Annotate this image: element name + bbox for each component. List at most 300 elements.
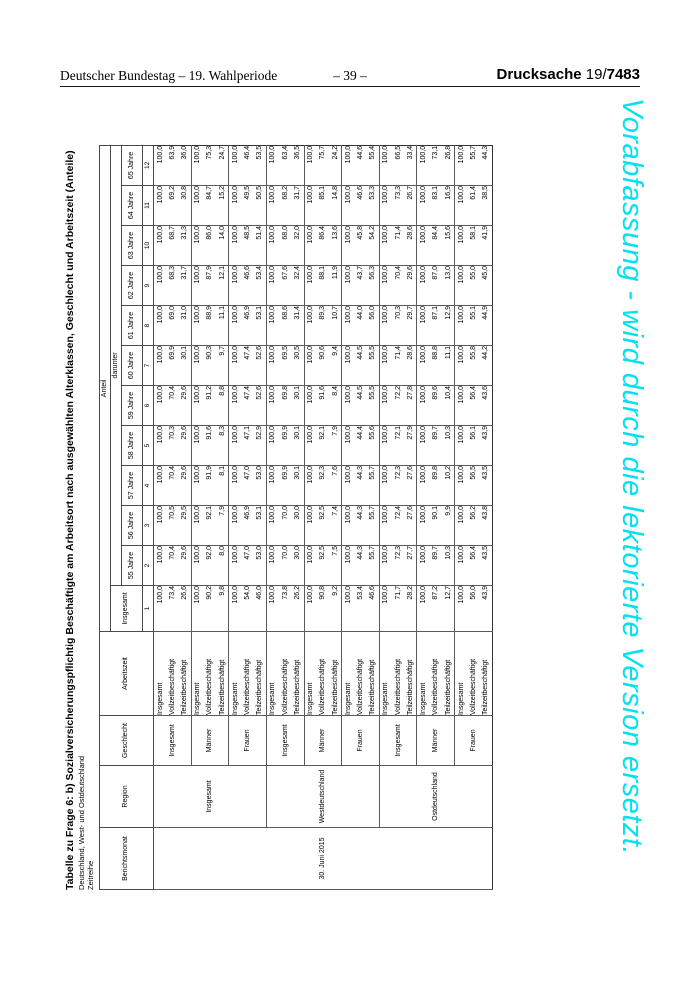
table-cell: 100,0 <box>417 346 430 386</box>
table-cell: 70,0 <box>279 546 292 586</box>
table-cell: 26,6 <box>179 586 192 632</box>
table-cell: 100,0 <box>266 266 279 306</box>
table-cell: 55,7 <box>367 546 380 586</box>
table-cell: 12,9 <box>442 306 455 346</box>
table-cell: 55,4 <box>367 145 380 185</box>
table-cell: 56,2 <box>467 506 480 546</box>
table-cell: 100,0 <box>154 306 167 346</box>
table-cell: 90,1 <box>430 506 443 546</box>
table-cell: 100,0 <box>455 186 468 226</box>
table-cell: 30,0 <box>292 546 305 586</box>
table-cell: 55,7 <box>367 506 380 546</box>
table-cell: 100,0 <box>266 386 279 426</box>
table-cell: 69,5 <box>279 346 292 386</box>
table-cell: 44,0 <box>354 306 367 346</box>
table-cell: 48,5 <box>241 226 254 266</box>
table-cell: darunter <box>111 145 122 585</box>
table-cell: 9,2 <box>329 586 342 632</box>
table-cell: 100,0 <box>342 186 355 226</box>
table-cell: 100,0 <box>342 386 355 426</box>
table-cell: 65 Jahre <box>122 145 143 185</box>
table-cell: 100,0 <box>229 226 242 266</box>
table-cell: 30,8 <box>179 186 192 226</box>
table-cell: Region <box>100 766 154 828</box>
table-cell: 91,9 <box>204 466 217 506</box>
table-cell: 73,4 <box>166 586 179 632</box>
table-cell: 70,4 <box>166 386 179 426</box>
table-cell: Insgesamt <box>266 716 304 766</box>
table-cell: 100,0 <box>379 466 392 506</box>
table-cell: 100,0 <box>379 226 392 266</box>
table-cell: 100,0 <box>229 266 242 306</box>
table-cell: Frauen <box>342 716 380 766</box>
table-cell: Teilzeitbeschäftigt <box>367 632 380 716</box>
table-cell: 46,9 <box>241 506 254 546</box>
table-cell: 89,3 <box>317 306 330 346</box>
table-cell: 100,0 <box>304 145 317 185</box>
table-cell: Berichtsmonat <box>100 828 154 890</box>
table-cell: 44,3 <box>354 506 367 546</box>
table-cell: 56,0 <box>367 306 380 346</box>
table-cell: 100,0 <box>304 426 317 466</box>
drucksache-volume: 19/ <box>581 66 607 83</box>
table-cell: 47,4 <box>241 346 254 386</box>
table-row <box>379 145 392 889</box>
table-cell: 90,8 <box>317 586 330 632</box>
table-cell: 9,4 <box>329 346 342 386</box>
table-cell: 100,0 <box>154 226 167 266</box>
table-cell: Insgesamt <box>229 632 242 716</box>
table-cell: 29,7 <box>404 306 417 346</box>
table-cell: 100,0 <box>379 586 392 632</box>
table-cell: 31,7 <box>179 266 192 306</box>
table-cell: 2 <box>143 546 154 586</box>
table-cell: 85,1 <box>317 186 330 226</box>
table-cell: 52,9 <box>254 426 267 466</box>
table-cell: 87,9 <box>204 266 217 306</box>
table-cell: 28,6 <box>404 226 417 266</box>
table-cell: 47,1 <box>241 426 254 466</box>
table-cell: 55,0 <box>467 266 480 306</box>
table-cell: 44,5 <box>354 346 367 386</box>
table-cell: 38,5 <box>480 186 493 226</box>
table-cell: 100,0 <box>455 466 468 506</box>
table-cell: 36,0 <box>179 145 192 185</box>
table-cell: 100,0 <box>304 506 317 546</box>
table-cell: 100,0 <box>342 466 355 506</box>
table-cell: 56,0 <box>467 586 480 632</box>
table-cell: 100,0 <box>304 386 317 426</box>
table-cell: Teilzeitbeschäftigt <box>292 632 305 716</box>
table-cell: 100,0 <box>417 386 430 426</box>
table-cell: 59 Jahre <box>122 386 143 426</box>
table-cell: 53,5 <box>254 145 267 185</box>
table-cell: 100,0 <box>266 186 279 226</box>
table-cell: 53,0 <box>254 466 267 506</box>
table-cell: 9,8 <box>216 586 229 632</box>
table-cell: 92,5 <box>317 506 330 546</box>
table-cell: 47,4 <box>241 386 254 426</box>
table-cell: 100,0 <box>417 266 430 306</box>
table-cell: 7,4 <box>329 506 342 546</box>
table-cell: 56,5 <box>467 466 480 506</box>
table-cell: 100,0 <box>191 226 204 266</box>
table-cell: 100,0 <box>229 586 242 632</box>
table-cell: 64 Jahre <box>122 186 143 226</box>
table-cell: 100,0 <box>379 506 392 546</box>
table-cell: 100,0 <box>191 586 204 632</box>
table-cell: 44,3 <box>480 145 493 185</box>
table-cell: 100,0 <box>342 586 355 632</box>
table-cell: 100,0 <box>229 186 242 226</box>
table-cell: 56,1 <box>467 426 480 466</box>
table-cell: 100,0 <box>342 346 355 386</box>
table-cell: 89,6 <box>430 386 443 426</box>
table-cell: 31,0 <box>179 306 192 346</box>
table-subtitle: Deutschland, West- und Ostdeutschland <box>77 755 86 890</box>
table-cell: 100,0 <box>417 226 430 266</box>
table-cell: 91,6 <box>204 426 217 466</box>
table-cell: 88,8 <box>430 346 443 386</box>
table-cell: Anteil <box>100 145 111 631</box>
table-cell: 100,0 <box>304 226 317 266</box>
table-cell: Vollzeitbeschäftigt <box>204 632 217 716</box>
table-cell: 100,0 <box>266 506 279 546</box>
table-cell: 27,8 <box>404 386 417 426</box>
table-cell: 100,0 <box>266 426 279 466</box>
table-cell: 63,9 <box>166 145 179 185</box>
rotated-table-content <box>64 116 488 890</box>
table-cell: 8,3 <box>216 426 229 466</box>
table-cell: 30,0 <box>292 506 305 546</box>
table-cell: 100,0 <box>229 306 242 346</box>
table-cell: 100,0 <box>154 346 167 386</box>
table-cell: 30,1 <box>292 386 305 426</box>
table-cell: 100,0 <box>342 426 355 466</box>
table-cell: 63,4 <box>279 145 292 185</box>
table-cell: 60 Jahre <box>122 346 143 386</box>
table-cell: 91,2 <box>204 386 217 426</box>
table-cell: 87,0 <box>430 266 443 306</box>
table-cell: 31,3 <box>179 226 192 266</box>
table-cell: 31,4 <box>292 306 305 346</box>
table-cell: 89,8 <box>430 466 443 506</box>
table-cell: 100,0 <box>304 546 317 586</box>
table-series-note: Zeitreihe <box>86 860 95 890</box>
table-cell: 100,0 <box>417 145 430 185</box>
table-cell: 12,1 <box>216 266 229 306</box>
table-cell: 8 <box>143 306 154 346</box>
table-cell: 29,5 <box>179 506 192 546</box>
table-cell: Vollzeitbeschäftigt <box>279 632 292 716</box>
table-cell: 9,9 <box>442 506 455 546</box>
table-cell: 26,2 <box>292 586 305 632</box>
table-cell: 100,0 <box>154 266 167 306</box>
table-cell: Vollzeitbeschäftigt <box>241 632 254 716</box>
table-cell: 100,0 <box>379 186 392 226</box>
table-cell: 7 <box>143 346 154 386</box>
table-cell: 47,0 <box>241 546 254 586</box>
table-cell: 75,7 <box>317 145 330 185</box>
table-cell: 44,9 <box>480 306 493 346</box>
watermark-text: Vorabfassung - wird durch die lektorierte Version ersetzt. <box>616 98 648 856</box>
table-cell: 28,6 <box>404 346 417 386</box>
table-cell: 100,0 <box>191 546 204 586</box>
table-cell: 53,4 <box>254 266 267 306</box>
table-cell: Vollzeitbeschäftigt <box>354 632 367 716</box>
table-cell: Insgesamt <box>266 632 279 716</box>
table-cell: 72,1 <box>392 426 405 466</box>
table-cell: 27,9 <box>404 426 417 466</box>
table-cell: 62 Jahre <box>122 266 143 306</box>
table-cell: 100,0 <box>191 506 204 546</box>
table-cell: 100,0 <box>191 145 204 185</box>
table-cell: 72,3 <box>392 466 405 506</box>
table-cell: 55,1 <box>467 306 480 346</box>
table-cell: 84,4 <box>430 226 443 266</box>
table-cell: 26,8 <box>442 145 455 185</box>
watermark-area <box>608 98 656 918</box>
table-cell: 10,3 <box>442 426 455 466</box>
table-cell: 72,2 <box>392 386 405 426</box>
table-cell: 44,5 <box>354 386 367 426</box>
table-cell: 100,0 <box>455 145 468 185</box>
table-cell: 100,0 <box>417 506 430 546</box>
table-cell: 100,0 <box>154 586 167 632</box>
table-cell: 70,4 <box>392 266 405 306</box>
table-cell: 100,0 <box>266 145 279 185</box>
table-cell: Ostdeutschland <box>379 766 492 828</box>
table-cell: 84,7 <box>204 186 217 226</box>
table-cell: 100,0 <box>455 266 468 306</box>
table-cell: Teilzeitbeschäftigt <box>254 632 267 716</box>
table-cell: 29,6 <box>179 466 192 506</box>
table-cell: 100,0 <box>229 426 242 466</box>
table-cell: 100,0 <box>229 386 242 426</box>
table-cell: 100,0 <box>455 506 468 546</box>
table-cell: 47,0 <box>241 466 254 506</box>
table-cell: 43,6 <box>480 386 493 426</box>
header-left-text: Deutscher Bundestag – 19. Wahlperiode <box>60 68 278 83</box>
table-cell: 100,0 <box>191 266 204 306</box>
table-cell: 53,0 <box>254 546 267 586</box>
table-cell: 54,0 <box>241 586 254 632</box>
table-cell: 100,0 <box>379 426 392 466</box>
table-cell: 51,4 <box>254 226 267 266</box>
table-cell: Insgesamt <box>342 632 355 716</box>
statistics-table <box>99 145 493 890</box>
table-cell: 70,5 <box>166 506 179 546</box>
table-cell: 100,0 <box>342 306 355 346</box>
table-cell: 100,0 <box>379 145 392 185</box>
table-cell: 100,0 <box>379 386 392 426</box>
table-cell: 10,7 <box>329 306 342 346</box>
table-cell: 28,2 <box>404 586 417 632</box>
table-cell: 44,3 <box>354 466 367 506</box>
header-rule <box>60 86 640 87</box>
table-cell: 100,0 <box>304 586 317 632</box>
table-cell: 9 <box>143 266 154 306</box>
table-cell: 69,0 <box>166 306 179 346</box>
table-cell: 52,6 <box>254 346 267 386</box>
table-cell: 45,0 <box>480 266 493 306</box>
table-cell: 55,7 <box>367 466 380 506</box>
table-cell: 52,6 <box>254 386 267 426</box>
table-cell: 8,1 <box>216 466 229 506</box>
table-cell: Teilzeitbeschäftigt <box>216 632 229 716</box>
table-cell: Teilzeitbeschäftigt <box>442 632 455 716</box>
table-cell: 57 Jahre <box>122 466 143 506</box>
table-cell: 10,3 <box>442 546 455 586</box>
table-cell: 12,7 <box>442 586 455 632</box>
table-cell: 67,6 <box>279 266 292 306</box>
page-number: – 39 – <box>333 68 367 83</box>
table-cell: 92,3 <box>317 466 330 506</box>
table-cell: 91,6 <box>317 386 330 426</box>
table-cell: 44,4 <box>354 426 367 466</box>
table-cell: 68,0 <box>279 226 292 266</box>
table-cell: 100,0 <box>379 306 392 346</box>
table-cell: Vollzeitbeschäftigt <box>317 632 330 716</box>
table-cell: 46,9 <box>241 306 254 346</box>
table-cell: 90,6 <box>317 346 330 386</box>
table-cell: 100,0 <box>229 546 242 586</box>
table-cell: 90,2 <box>204 586 217 632</box>
table-cell: 13,0 <box>442 266 455 306</box>
table-cell: 7,5 <box>329 546 342 586</box>
table-cell: 8,0 <box>216 546 229 586</box>
table-cell: Männer <box>304 716 342 766</box>
table-cell: 100,0 <box>304 466 317 506</box>
table-cell: 63 Jahre <box>122 226 143 266</box>
table-cell: 100,0 <box>154 466 167 506</box>
table-cell: 100,0 <box>379 546 392 586</box>
table-cell: 100,0 <box>304 346 317 386</box>
table-cell: 100,0 <box>455 546 468 586</box>
table-cell: 66,5 <box>392 145 405 185</box>
table-cell: 53,3 <box>367 186 380 226</box>
table-cell: 30,1 <box>179 346 192 386</box>
table-cell: 100,0 <box>304 186 317 226</box>
table-cell: 32,4 <box>292 266 305 306</box>
table-cell: 100,0 <box>417 426 430 466</box>
table-cell: 46,4 <box>241 145 254 185</box>
table-cell: 100,0 <box>379 266 392 306</box>
table-row <box>154 145 167 889</box>
table-cell: 100,0 <box>304 306 317 346</box>
table-cell: 72,3 <box>392 546 405 586</box>
table-cell: Insgesamt <box>154 766 267 828</box>
table-cell: Insgesamt <box>154 716 192 766</box>
table-cell: 14,0 <box>216 226 229 266</box>
table-cell: 8,4 <box>329 386 342 426</box>
table-cell: 7,9 <box>216 506 229 546</box>
table-cell: 68,2 <box>279 186 292 226</box>
table-cell: 100,0 <box>191 386 204 426</box>
table-cell: 100,0 <box>417 586 430 632</box>
table-cell: 69,2 <box>166 186 179 226</box>
table-cell: 100,0 <box>154 426 167 466</box>
table-cell: 53,4 <box>354 586 367 632</box>
table-cell: 56,3 <box>367 266 380 306</box>
table-cell: Frauen <box>229 716 267 766</box>
table-cell: 92,1 <box>317 426 330 466</box>
table-cell: Insgesamt <box>304 632 317 716</box>
table-cell: 100,0 <box>455 386 468 426</box>
table-cell: 10,2 <box>442 466 455 506</box>
table-cell: 70,0 <box>279 506 292 546</box>
table-cell: 100,0 <box>154 386 167 426</box>
table-cell: 61,4 <box>467 186 480 226</box>
table-cell: 24,2 <box>329 145 342 185</box>
table-cell: 30. Juni 2015 <box>154 828 493 890</box>
table-cell: Insgesamt <box>455 632 468 716</box>
table-cell: 55,5 <box>367 386 380 426</box>
table-cell: 100,0 <box>455 306 468 346</box>
table-cell: 29,6 <box>179 426 192 466</box>
table-cell: 100,0 <box>229 466 242 506</box>
table-cell: 100,0 <box>191 346 204 386</box>
table-cell: 55,6 <box>367 426 380 466</box>
table-cell: Insgesamt <box>379 716 417 766</box>
table-cell: 71,7 <box>392 586 405 632</box>
table-cell: 100,0 <box>229 346 242 386</box>
table-cell: 55,8 <box>467 346 480 386</box>
table-cell: 11,1 <box>216 306 229 346</box>
table-cell: 89,7 <box>430 546 443 586</box>
table-cell: 100,0 <box>266 586 279 632</box>
table-cell: 30,1 <box>292 426 305 466</box>
table-cell: 44,6 <box>354 145 367 185</box>
table-cell: 73,8 <box>279 586 292 632</box>
table-cell: 100,0 <box>417 466 430 506</box>
table-cell: 89,7 <box>430 426 443 466</box>
table-cell: 9,7 <box>216 346 229 386</box>
table-cell: 100,0 <box>342 266 355 306</box>
table-cell: 41,9 <box>480 226 493 266</box>
table-cell: 100,0 <box>266 346 279 386</box>
table-cell: Insgesamt <box>417 632 430 716</box>
table-cell: 36,5 <box>292 145 305 185</box>
page-header <box>60 66 640 86</box>
table-cell: 27,6 <box>404 466 417 506</box>
table-cell: 100,0 <box>154 186 167 226</box>
table-cell: 24,7 <box>216 145 229 185</box>
table-cell: 92,5 <box>317 546 330 586</box>
table-cell: 100,0 <box>342 145 355 185</box>
table-cell: Vollzeitbeschäftigt <box>467 632 480 716</box>
table-cell: 69,9 <box>279 466 292 506</box>
table-cell: 100,0 <box>379 346 392 386</box>
table-cell: 43,7 <box>354 266 367 306</box>
table-cell: Teilzeitbeschäftigt <box>404 632 417 716</box>
table-cell: 68,6 <box>279 306 292 346</box>
table-cell: 55 Jahre <box>122 546 143 586</box>
table-cell: Insgesamt <box>154 632 167 716</box>
table-cell: 100,0 <box>266 466 279 506</box>
table-cell: 29,6 <box>404 266 417 306</box>
table-cell: 70,3 <box>392 306 405 346</box>
table-cell: 68,7 <box>166 226 179 266</box>
table-cell: 5 <box>143 426 154 466</box>
table-cell: 32,0 <box>292 226 305 266</box>
table-cell: 100,0 <box>191 306 204 346</box>
table-cell: 100,0 <box>455 346 468 386</box>
table-cell: 15,6 <box>442 226 455 266</box>
table-cell: Insgesamt <box>191 632 204 716</box>
table-cell: 100,0 <box>191 426 204 466</box>
table-cell: 27,6 <box>404 506 417 546</box>
